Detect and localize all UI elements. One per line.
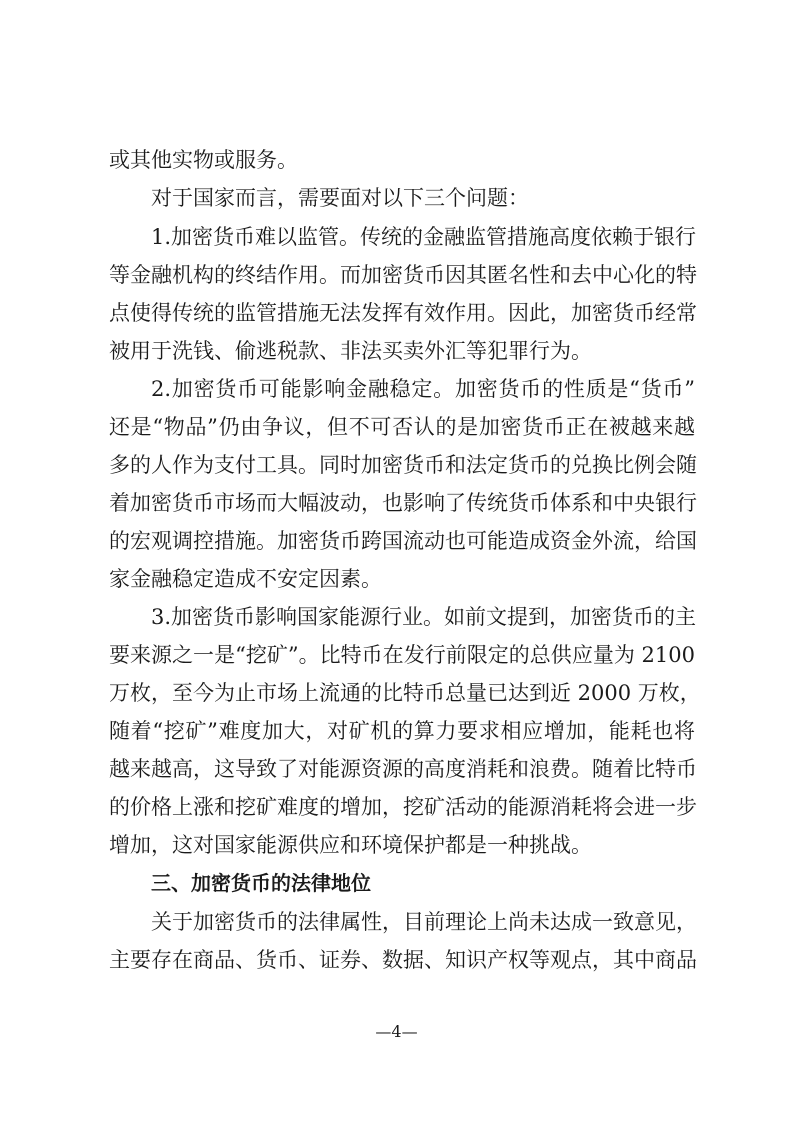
paragraph-line: 等金融机构的终结作用。而加密货币因其匿名性和去中心化的特 (109, 263, 697, 287)
paragraph-line: 点使得传统的监管措施无法发挥有效作用。因此，加密货币经常 (109, 301, 697, 325)
paragraph-line: 家金融稳定造成不安定因素。 (109, 567, 382, 591)
paragraph-line: 还是“物品”仍由争议，但不可否认的是加密货币正在被越来越 (109, 415, 695, 439)
paragraph-line: 随着“挖矿”难度加大，对矿机的算力要求相应增加，能耗也将 (109, 719, 695, 743)
paragraph-line: 1.加密货币难以监管。传统的金融监管措施高度依赖于银行 (151, 225, 697, 249)
paragraph-line: 3.加密货币影响国家能源行业。如前文提到，加密货币的主 (151, 605, 697, 629)
page-number: —4— (375, 1022, 418, 1041)
paragraph-line: 越来越高，这导致了对能源资源的高度消耗和浪费。随着比特币 (109, 757, 697, 781)
paragraph-line: 2.加密货币可能影响金融稳定。加密货币的性质是“货币” (151, 377, 695, 401)
paragraph-line: 的价格上涨和挖矿难度的增加，挖矿活动的能源消耗将会进一步 (109, 795, 697, 819)
paragraph-line: 万枚，至今为止市场上流通的比特币总量已达到近 2000 万枚， (109, 681, 701, 705)
paragraph-line: 或其他实物或服务。 (109, 148, 298, 172)
paragraph-line: 关于加密货币的法律属性，目前理论上尚未达成一致意见， (151, 910, 697, 934)
paragraph-line: 着加密货币市场而大幅波动，也影响了传统货币体系和中央银行 (109, 491, 697, 515)
section-heading: 三、加密货币的法律地位 (151, 871, 371, 895)
document-page (109, 0, 701, 1122)
paragraph-line: 的宏观调控措施。加密货币跨国流动也可能造成资金外流，给国 (109, 529, 697, 553)
paragraph-line: 增加，这对国家能源供应和环境保护都是一种挑战。 (109, 833, 592, 857)
paragraph-line: 要来源之一是“挖矿”。比特币在发行前限定的总供应量为 2100 (109, 643, 695, 667)
paragraph-line: 多的人作为支付工具。同时加密货币和法定货币的兑换比例会随 (109, 453, 697, 477)
paragraph-line: 主要存在商品、货币、证券、数据、知识产权等观点，其中商品 (109, 948, 697, 972)
paragraph-line: 对于国家而言，需要面对以下三个问题： (151, 186, 529, 210)
paragraph-line: 被用于洗钱、偷逃税款、非法买卖外汇等犯罪行为。 (109, 339, 592, 363)
